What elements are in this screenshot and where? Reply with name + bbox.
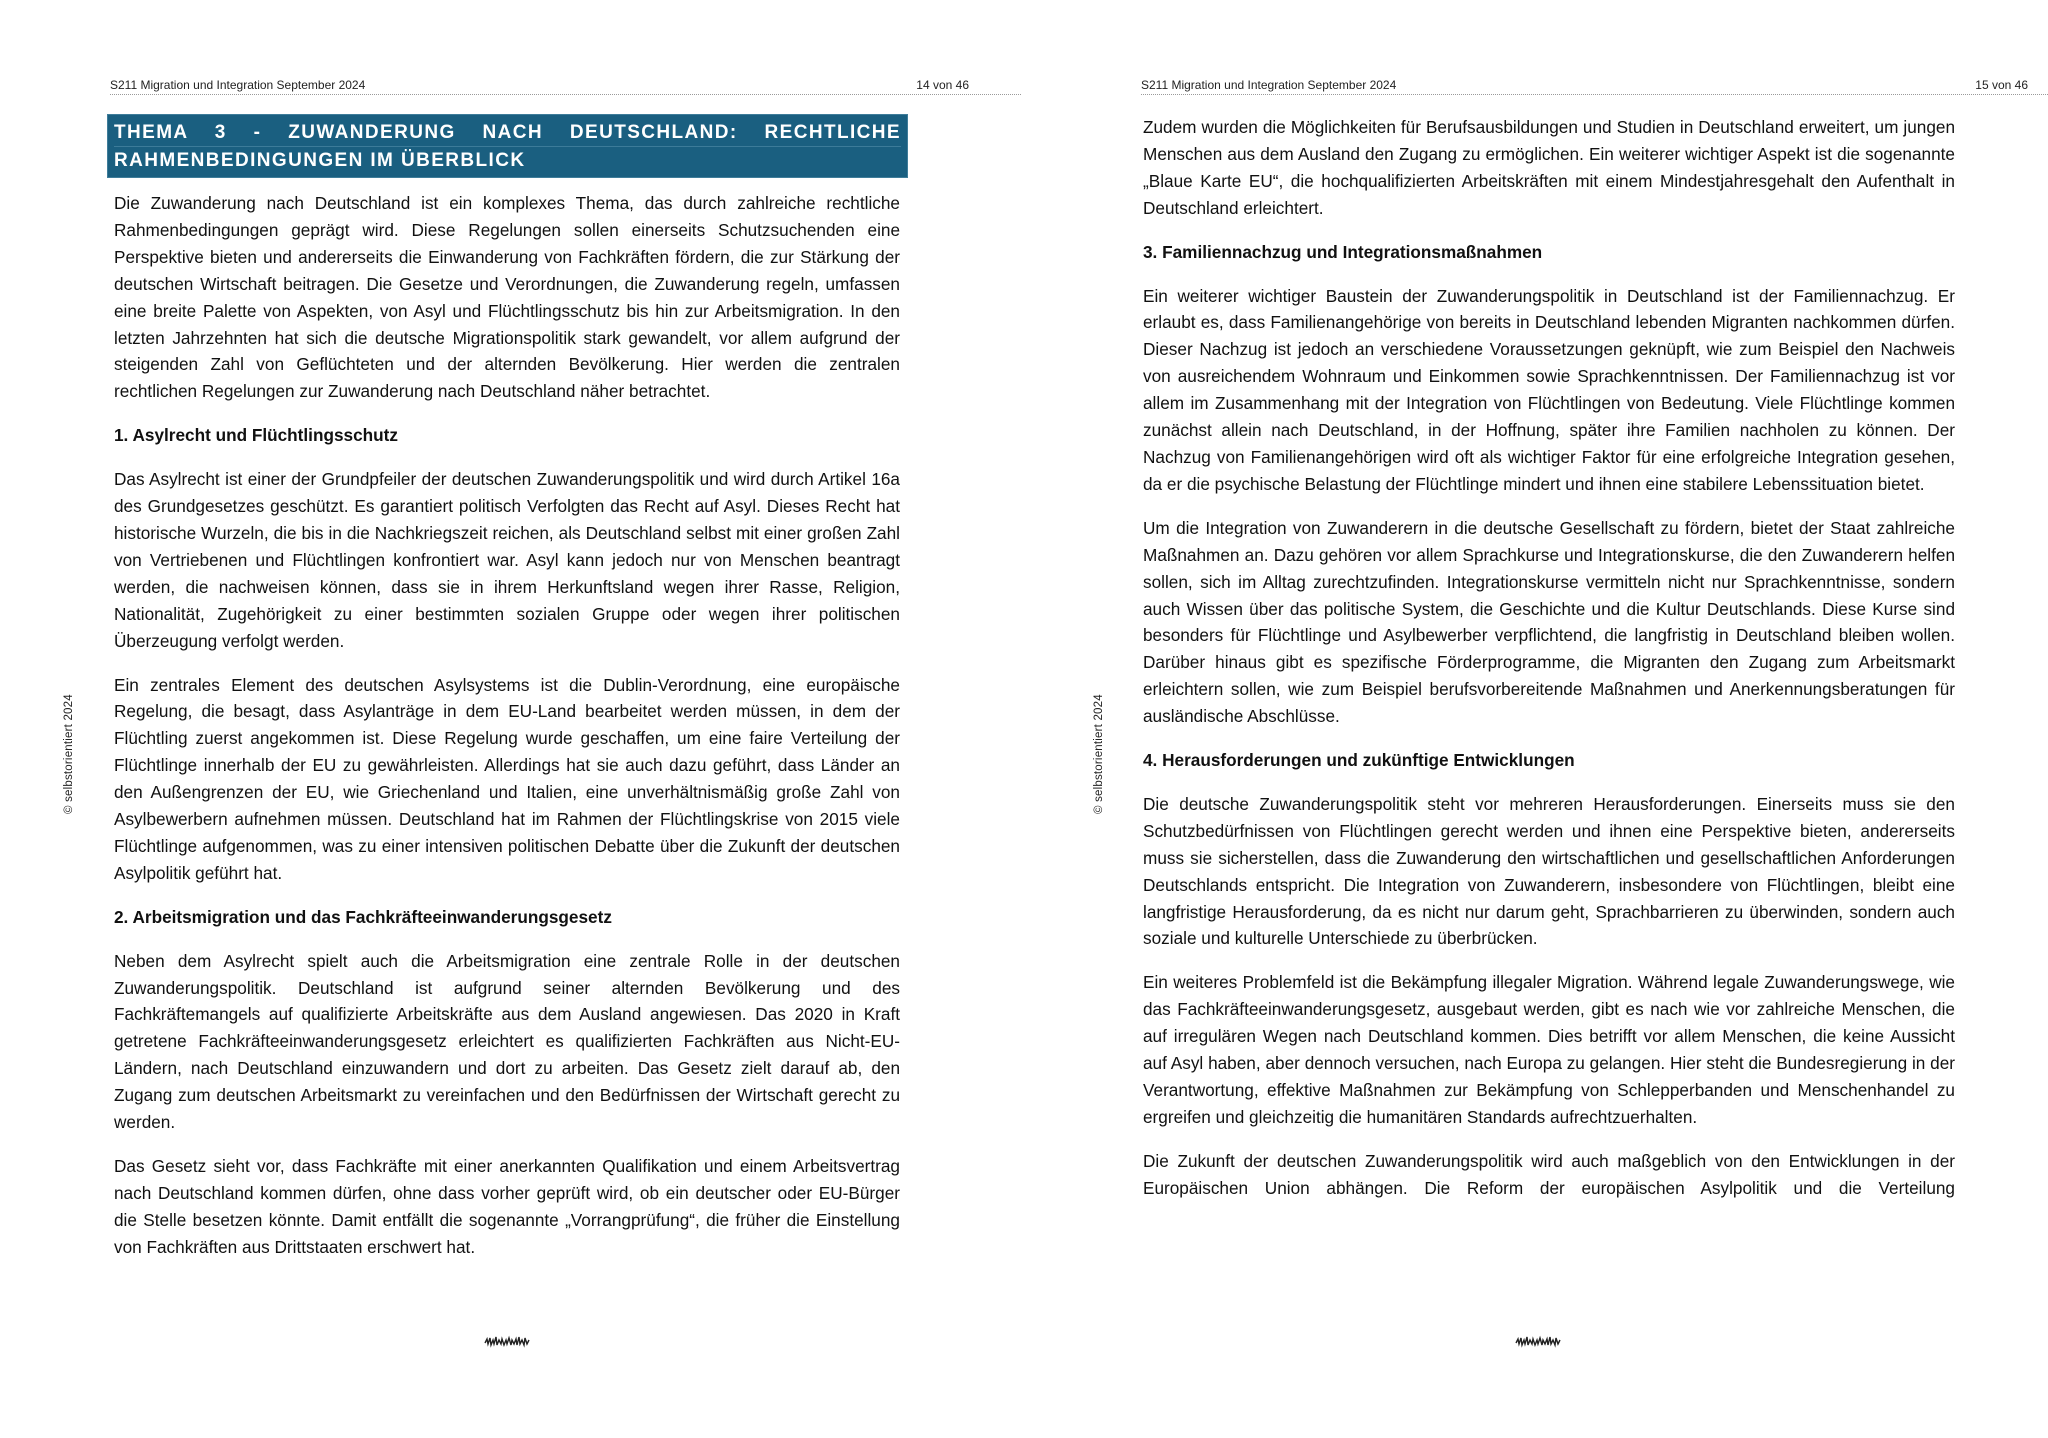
page-number: 15 von 46: [1975, 78, 2028, 92]
footer-logo-icon: [484, 1334, 530, 1348]
theme-heading-box: [107, 114, 908, 178]
section-2-paragraph-2: Das Gesetz sieht vor, dass Fachkräfte mit einer anerkannten Qualifikation und einem Arbeitsvertrag nach Deutschland kommen dürfen, ohne dass vorher geprüft wird, ob ein deutscher oder EU-Bürger die Stelle besetzen könnte. Damit entfällt die sogenannte „Vorrangprüfung“, die früher die Einstellung von Fachkräften aus Drittstaaten erschwert hat.: [114, 1156, 900, 1257]
continuation-paragraph: Zudem wurden die Möglichkeiten für Berufsausbildungen und Studien in Deutschland erweitert, um jungen Menschen aus dem Ausland den Zugang zu ermöglichen. Ein weiterer wichtiger Aspekt ist die sogenannte „Blaue Karte EU“, die hochqualifizierten Arbeitskräften mit einem Mindestjahresgehalt den Aufenthalt in Deutschland erleichtert.: [1143, 117, 1955, 218]
footer-logo-icon: [1515, 1334, 1561, 1348]
section-heading-4: 4. Herausforderungen und zukünftige Entwicklungen: [1143, 750, 1575, 771]
section-4-paragraph-2: Ein weiteres Problemfeld ist die Bekämpfung illegaler Migration. Während legale Zuwanderungswege, wie das Fachkräfteeinwanderungsgesetz, ausgebaut werden, gibt es nach wie vor zahlreiche Menschen, die auf irregulären Wegen nach Deutschland kommen. Dies betrifft vor allem Menschen, die keine Aussicht auf Asyl haben, aber dennoch versuchen, nach Europa zu gelangen. Hier steht die Bundesregierung in der Verantwortung, effektive Maßnahmen zur Bekämpfung von Schlepperbanden und Menschenhandel zu ergreifen und gleichzeitig die humanitären Standards aufrechtzuerhalten.: [1143, 972, 1955, 1127]
document-title: S211 Migration und Integration September 2024: [1141, 78, 1397, 92]
section-3-paragraph-1: Ein weiterer wichtiger Baustein der Zuwanderungspolitik in Deutschland ist der Familiennachzug. Er erlaubt es, dass Familienangehörige von bereits in Deutschland lebenden Migranten nachkommen dürfen. Dieser Nachzug ist jedoch an verschiedene Voraussetzungen geknüpft, wie zum Beispiel den Nachweis von ausreichendem Wohnraum und Einkommen sowie Sprachkenntnissen. Der Familiennachzug ist vor allem im Zusammenhang mit der Integration von Flüchtlingen von Bedeutung. Viele Flüchtlinge kommen zunächst allein nach Deutschland, in der Hoffnung, später ihre Familien nachholen zu können. Der Nachzug von Familienangehörigen wird oft als wichtiger Faktor für eine erfolgreiche Integration gesehen, da er die psychische Belastung der Flüchtlinge mindert und ihnen eine stabilere Lebenssituation bietet.: [1143, 285, 1955, 494]
section-heading-3: 3. Familiennachzug und Integrationsmaßnahmen: [1143, 241, 1543, 262]
section-heading-1: 1. Asylrecht und Flüchtlingsschutz: [114, 425, 398, 446]
side-copyright: © selbstorientiert 2024: [1093, 694, 1105, 814]
document-title: S211 Migration und Integration September 2024: [110, 78, 366, 92]
running-header: [1141, 74, 2048, 95]
section-1-paragraph-2: Ein zentrales Element des deutschen Asylsystems ist die Dublin-Verordnung, eine europäische Regelung, die besagt, dass Asylanträge in dem EU-Land bearbeitet werden müssen, in dem der Flüchtling zuerst angekommen ist. Diese Regelung wurde geschaffen, um eine faire Verteilung der Flüchtlinge innerhalb der EU zu gewährleisten. Allerdings hat sie auch dazu geführt, dass Länder an den Außengrenzen der EU, wie Griechenland und Italien, eine unverhältnismäßig große Zahl von Asylbewerbern aufnehmen müssen. Deutschland hat im Rahmen der Flüchtlingskrise von 2015 viele Flüchtlinge aufgenommen, was zu einer intensiven politischen Debatte über die Zukunft der deutschen Asylpolitik geführt hat.: [114, 674, 900, 883]
side-copyright: © selbstorientiert 2024: [63, 694, 75, 814]
page-number: 14 von 46: [916, 78, 969, 92]
section-2-paragraph-1: Neben dem Asylrecht spielt auch die Arbeitsmigration eine zentrale Rolle in der deutschen Zuwanderungspolitik. Deutschland ist aufgrund seiner alternden Bevölkerung und des Fachkräftemangels auf qualifizierte Arbeitskräfte aus dem Ausland angewiesen. Das 2020 in Kraft getretene Fachkräfteeinwanderungsgesetz erleichtert es qualifizierten Fachkräften aus Nicht-EU-Ländern, nach Deutschland einzuwandern und dort zu arbeiten. Das Gesetz zielt darauf ab, den Zugang zum deutschen Arbeitsmarkt zu vereinfachen und den Bedürfnissen der Wirtschaft gerecht zu werden.: [114, 950, 900, 1133]
section-1-paragraph-1: Das Asylrecht ist einer der Grundpfeiler der deutschen Zuwanderungspolitik und wird durch Artikel 16a des Grundgesetzes geschützt. Es garantiert politisch Verfolgten das Recht auf Asyl. Dieses Recht hat historische Wurzeln, die bis in die Nachkriegszeit reichen, als Deutschland selbst mit einer großen Zahl von Vertriebenen und Flüchtlingen konfrontiert war. Asyl kann jedoch nur von Menschen beantragt werden, die nachweisen können, dass sie in ihrem Herkunftsland wegen ihrer Rasse, Religion, Nationalität, Zugehörigkeit zu einer bestimmten sozialen Gruppe oder wegen ihrer politischen Überzeugung verfolgt werden.: [114, 469, 900, 651]
page-content: [1143, 114, 1955, 1219]
section-3-paragraph-2: Um die Integration von Zuwanderern in die deutsche Gesellschaft zu fördern, bietet der Staat zahlreiche Maßnahmen an. Dazu gehören vor allem Sprachkurse und Integrationskurse, die den Zuwanderern helfen sollen, sich im Alltag zurechtzufinden. Integrationskurse vermitteln nicht nur Sprachkenntnisse, sondern auch Wissen über das politische System, die Geschichte und die Kultur Deutschlands. Diese Kurse sind besonders für Flüchtlinge und Asylbewerber verpflichtend, die langfristig in Deutschland bleiben wollen. Darüber hinaus gibt es spezifische Förderprogramme, die Migranten den Zugang zum Arbeitsmarkt erleichtern sollen, wie zum Beispiel berufsvorbereitende Maßnahmen und Anerkennungsberatungen für ausländische Abschlüsse.: [1143, 517, 1955, 727]
theme-heading-line-2: RAHMENBEDINGUNGEN IM ÜBERBLICK: [114, 146, 901, 174]
intro-paragraph: Die Zuwanderung nach Deutschland ist ein komplexes Thema, das durch zahlreiche rechtliche Rahmenbedingungen geprägt wird. Diese Regelungen sollen einerseits Schutzsuchenden eine Perspektive bieten und andererseits die Einwanderung von Fachkräften fördern, die zur Stärkung der deutschen Wirtschaft beitragen. Die Gesetze und Verordnungen, die Zuwanderung regeln, umfassen eine breite Palette von Aspekten, von Asyl und Flüchtlingsschutz bis hin zur Arbeitsmigration. In den letzten Jahrzehnten hat sich die deutsche Migrationspolitik stark gewandelt, vor allem aufgrund der steigenden Zahl von Geflüchteten und der alternden Bevölkerung. Hier werden die zentralen rechtlichen Regelungen zur Zuwanderung nach Deutschland näher betrachtet.: [114, 193, 900, 402]
section-4-paragraph-1: Die deutsche Zuwanderungspolitik steht vor mehreren Herausforderungen. Einerseits muss sie den Schutzbedürfnissen von Flüchtlingen gerecht werden und ihnen eine Perspektive bieten, andererseits muss sie sicherstellen, dass die Zuwanderung den wirtschaftlichen und gesellschaftlichen Anforderungen Deutschlands entspricht. Die Integration von Zuwanderern, insbesondere von Flüchtlingen, bleibt eine langfristige Herausforderung, da es nicht nur darum geht, Sprachbarrieren zu überwinden, sondern auch soziale und kulturelle Unterschiede zu überbrücken.: [1143, 793, 1955, 949]
page-15: [1024, 0, 2048, 1438]
section-heading-2: 2. Arbeitsmigration und das Fachkräfteeinwanderungsgesetz: [114, 906, 612, 927]
page-content: [114, 114, 900, 1278]
theme-heading-line-1: THEMA 3 - ZUWANDERUNG NACH DEUTSCHLAND: RECHTLICHE: [114, 122, 901, 143]
running-header: [110, 74, 1021, 95]
section-4-paragraph-3: Die Zukunft der deutschen Zuwanderungspolitik wird auch maßgeblich von den Entwicklungen in der Europäischen Union abhängen. Die Reform der europäischen Asylpolitik und die Verteilung: [1143, 1150, 1955, 1198]
